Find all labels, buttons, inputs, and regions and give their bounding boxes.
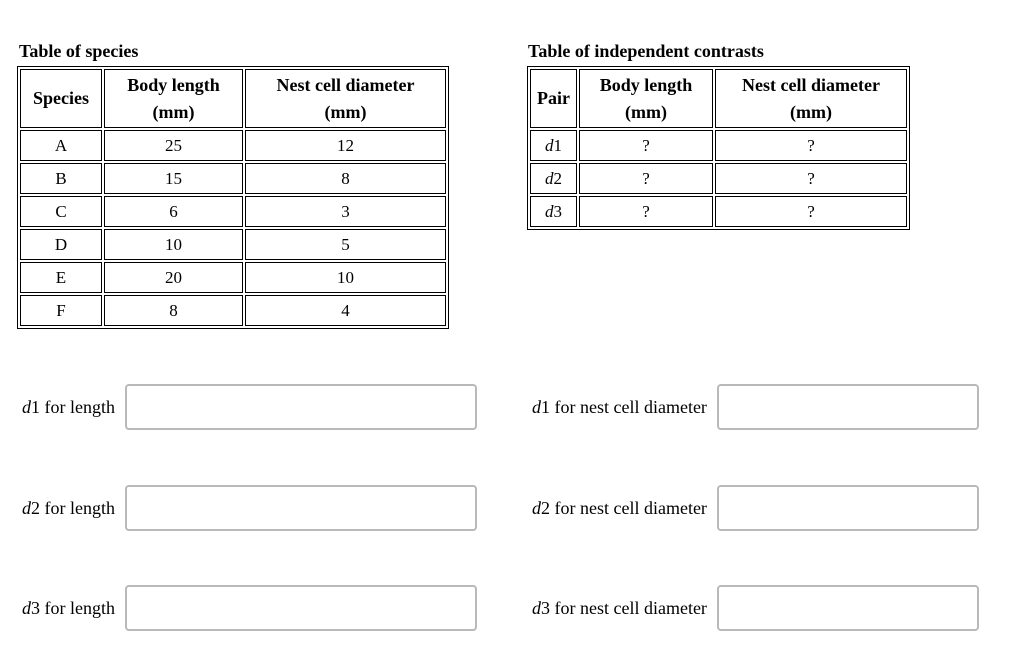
body-length-cell: ? [579, 196, 713, 227]
body-length-cell: 8 [104, 295, 243, 326]
label-text: for nest cell diameter [550, 497, 707, 518]
d3-length-label [22, 598, 115, 619]
label-text: for nest cell diameter [550, 396, 707, 417]
body-length-cell: 6 [104, 196, 243, 227]
nest-cell-cell: 12 [245, 130, 446, 161]
d3-length-input[interactable] [125, 585, 477, 631]
label-text: for nest cell diameter [550, 597, 707, 618]
nest-cell-cell: 5 [245, 229, 446, 260]
nest-cell-cell: 4 [245, 295, 446, 326]
pair-cell [530, 196, 577, 227]
body-length-header-title: Body length [599, 74, 693, 95]
d2-length-input[interactable] [125, 485, 477, 531]
label-text: for length [40, 497, 115, 518]
table-row [530, 163, 907, 194]
table-row [20, 163, 446, 194]
table-row [530, 196, 907, 227]
pair-cell [530, 130, 577, 161]
body-length-cell: ? [579, 130, 713, 161]
contrasts-table-caption: Table of independent contrasts [528, 41, 764, 61]
d-index: 1 [541, 396, 550, 417]
d1-nest-label [532, 397, 707, 418]
body-length-header-title: Body length [127, 74, 220, 95]
nest-cell-header [715, 69, 907, 128]
species-cell: F [20, 295, 102, 326]
body-length-cell: 15 [104, 163, 243, 194]
nest-cell-cell: ? [715, 196, 907, 227]
nest-cell-cell: 10 [245, 262, 446, 293]
label-text: for length [40, 597, 115, 618]
species-cell: A [20, 130, 102, 161]
nest-cell-header-unit: (mm) [324, 101, 367, 122]
table-row [20, 196, 446, 227]
nest-cell-cell: 3 [245, 196, 446, 227]
d2-length-label [22, 498, 115, 519]
d3-nest-field-row [532, 585, 979, 631]
pair-var: d [545, 135, 554, 155]
d-variable: d [22, 597, 31, 618]
body-length-cell: 10 [104, 229, 243, 260]
body-length-cell: ? [579, 163, 713, 194]
d2-nest-input[interactable] [717, 485, 979, 531]
body-length-header [579, 69, 713, 128]
d1-nest-field-row [532, 384, 979, 430]
nest-cell-header [245, 69, 446, 128]
table-row [20, 229, 446, 260]
pair-num: 1 [553, 135, 562, 155]
d2-length-field-row [22, 485, 477, 531]
d-variable: d [532, 597, 541, 618]
nest-cell-header-title: Nest cell diameter [276, 74, 415, 95]
pair-var: d [545, 201, 554, 221]
table-row [20, 130, 446, 161]
species-cell: C [20, 196, 102, 227]
nest-cell-cell: ? [715, 163, 907, 194]
pair-num: 3 [553, 201, 562, 221]
body-length-cell: 20 [104, 262, 243, 293]
d3-nest-label [532, 598, 707, 619]
pair-header: Pair [530, 69, 577, 128]
species-cell: D [20, 229, 102, 260]
d1-length-field-row [22, 384, 477, 430]
species-table [17, 66, 449, 329]
label-text: for length [40, 396, 115, 417]
pair-cell [530, 163, 577, 194]
d1-nest-input[interactable] [717, 384, 979, 430]
table-row [20, 295, 446, 326]
body-length-header-unit: (mm) [152, 101, 195, 122]
nest-cell-cell: 8 [245, 163, 446, 194]
d-index: 2 [541, 497, 550, 518]
d2-nest-label [532, 498, 707, 519]
d-index: 3 [31, 597, 40, 618]
d-variable: d [532, 497, 541, 518]
d-index: 2 [31, 497, 40, 518]
d3-nest-input[interactable] [717, 585, 979, 631]
d-index: 1 [31, 396, 40, 417]
species-cell: B [20, 163, 102, 194]
d1-length-input[interactable] [125, 384, 477, 430]
species-table-caption: Table of species [19, 41, 139, 61]
d-variable: d [22, 497, 31, 518]
species-header: Species [20, 69, 102, 128]
pair-num: 2 [553, 168, 562, 188]
nest-cell-header-unit: (mm) [790, 101, 832, 122]
body-length-header-unit: (mm) [625, 101, 667, 122]
d-variable: d [532, 396, 541, 417]
species-cell: E [20, 262, 102, 293]
d2-nest-field-row [532, 485, 979, 531]
d1-length-label [22, 397, 115, 418]
d-index: 3 [541, 597, 550, 618]
nest-cell-cell: ? [715, 130, 907, 161]
table-row [20, 262, 446, 293]
d-variable: d [22, 396, 31, 417]
nest-cell-header-title: Nest cell diameter [742, 74, 880, 95]
body-length-header [104, 69, 243, 128]
d3-length-field-row [22, 585, 477, 631]
contrasts-table [527, 66, 910, 230]
body-length-cell: 25 [104, 130, 243, 161]
table-row [530, 130, 907, 161]
pair-var: d [545, 168, 554, 188]
